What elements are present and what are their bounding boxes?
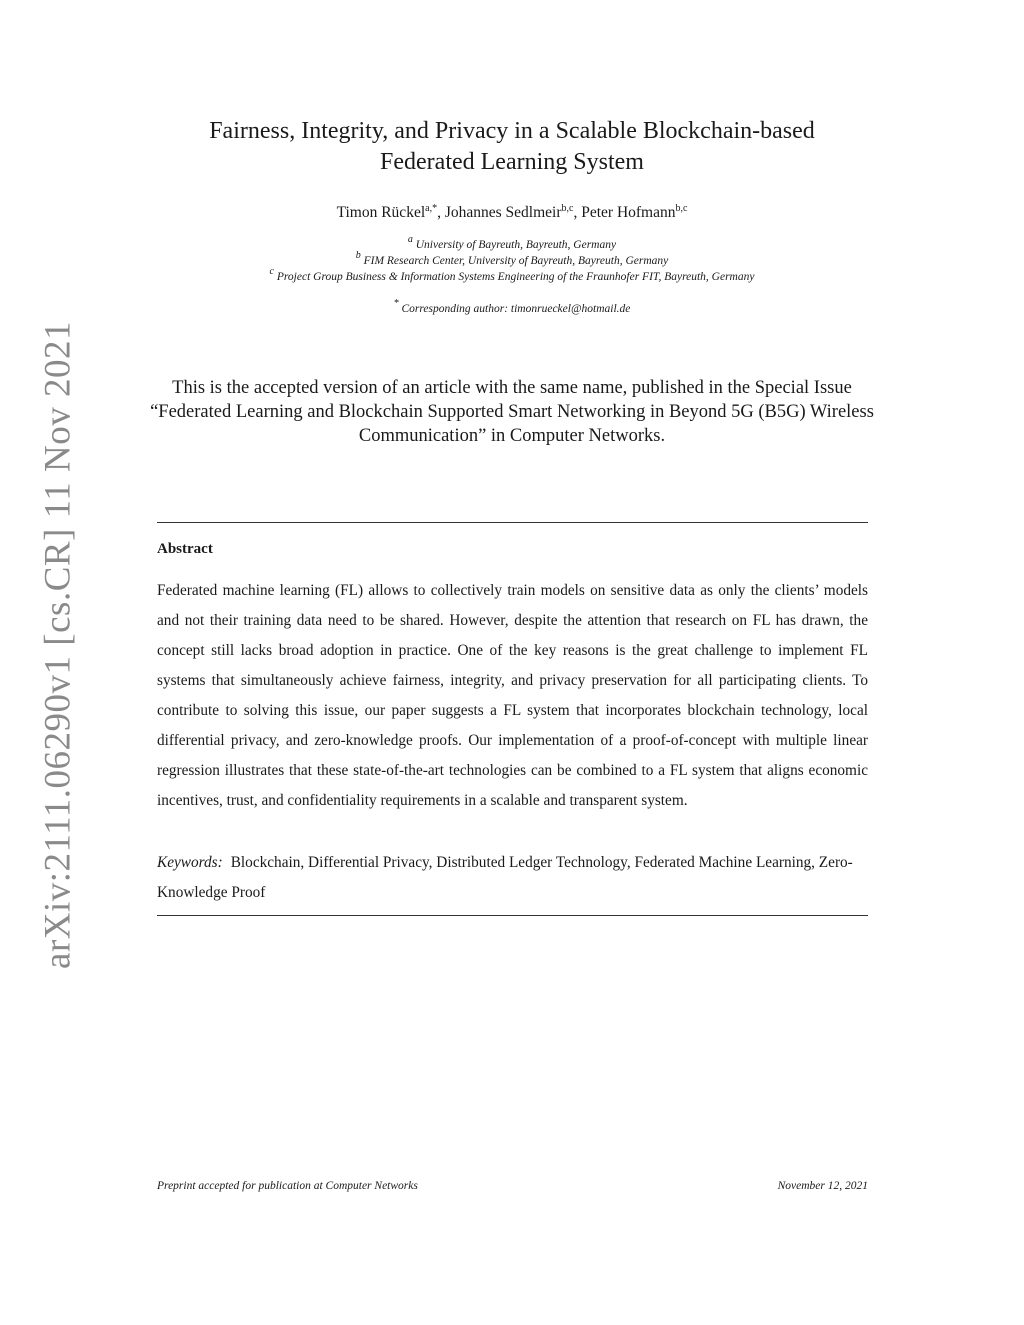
author-name: Johannes Sedlmeir [444,204,562,221]
title-line-1: Fairness, Integrity, and Privacy in a Scalable Blockchain-based [209,118,815,144]
affiliation-mark: b [355,250,361,261]
author-affil-mark: b,c [561,203,574,214]
affiliation-text: FIM Research Center, University of Bayreuth, Bayreuth, Germany [363,255,669,267]
keywords [157,848,868,908]
affiliation-text: Project Group Business & Information Systems Engineering of the Fraunhofer FIT, Bayreuth, Germany [276,271,755,283]
abstract-top-rule [157,522,868,523]
author-name: Timon Rückel [336,204,426,221]
affiliation-text: University of Bayreuth, Bayreuth, Germany [415,239,617,251]
abstract-bottom-rule [157,915,868,916]
author-affil-mark: a,* [425,203,438,214]
footer-date: November 12, 2021 [777,1180,868,1192]
keywords-label: Keywords: [157,854,223,871]
footer-preprint-note: Preprint accepted for publication at Computer Networks [157,1180,418,1192]
affiliation-c [0,264,1024,285]
corresponding-mark: * [393,298,399,309]
author-name: Peter Hofmann [581,204,676,221]
corresponding-text: Corresponding author: timonrueckel@hotmail.de [401,303,631,315]
arxiv-stamp: arXiv:2111.06290v1 [cs.CR] 11 Nov 2021 [37,321,79,969]
abstract-body: Federated machine learning (FL) allows to collectively train models on sensitive data as only the clients’ models and not their training data need to be shared. However, despite the attention that research on FL has drawn, the concept still lacks broad adoption in practice. One of the key reasons is the great challenge to implement FL systems that simultaneously achieve fairness, integrity, and privacy preservation for all participating clients. To contribute to solving this issue, our paper suggests a FL system that incorporates blockchain technology, local differential privacy, and zero-knowledge proofs. Our implementation of a proof-of-concept with multiple linear regression illustrates that these state-of-the-art technologies can be combined to a FL system that aligns economic incentives, trust, and confidentiality requirements in a scalable and transparent system. [157,582,868,809]
accepted-version-note: This is the accepted version of an article with the same name, published in the Special Issue “Federated Learning and Blockchain Supported Smart Networking in Beyond 5G (B5G) Wireless Communication” in Computer Networks. [150,378,874,446]
abstract-heading: Abstract [157,541,213,557]
affiliation-mark: c [269,266,274,277]
corresponding-author [0,296,1024,317]
keywords-text: Blockchain, Differential Privacy, Distributed Ledger Technology, Federated Machine Learning, Zero-Knowledge Proof [157,854,853,901]
paper-title [0,116,1024,178]
affiliation-mark: a [407,234,413,245]
title-line-2: Federated Learning System [380,149,644,175]
author-affil-mark: b,c [675,203,688,214]
author-list: Timon Rückel$^{a,*}$, Johannes Sedlmeir$^{b,c}$, Peter Hofmann$^{b,c}$ [336,203,688,221]
